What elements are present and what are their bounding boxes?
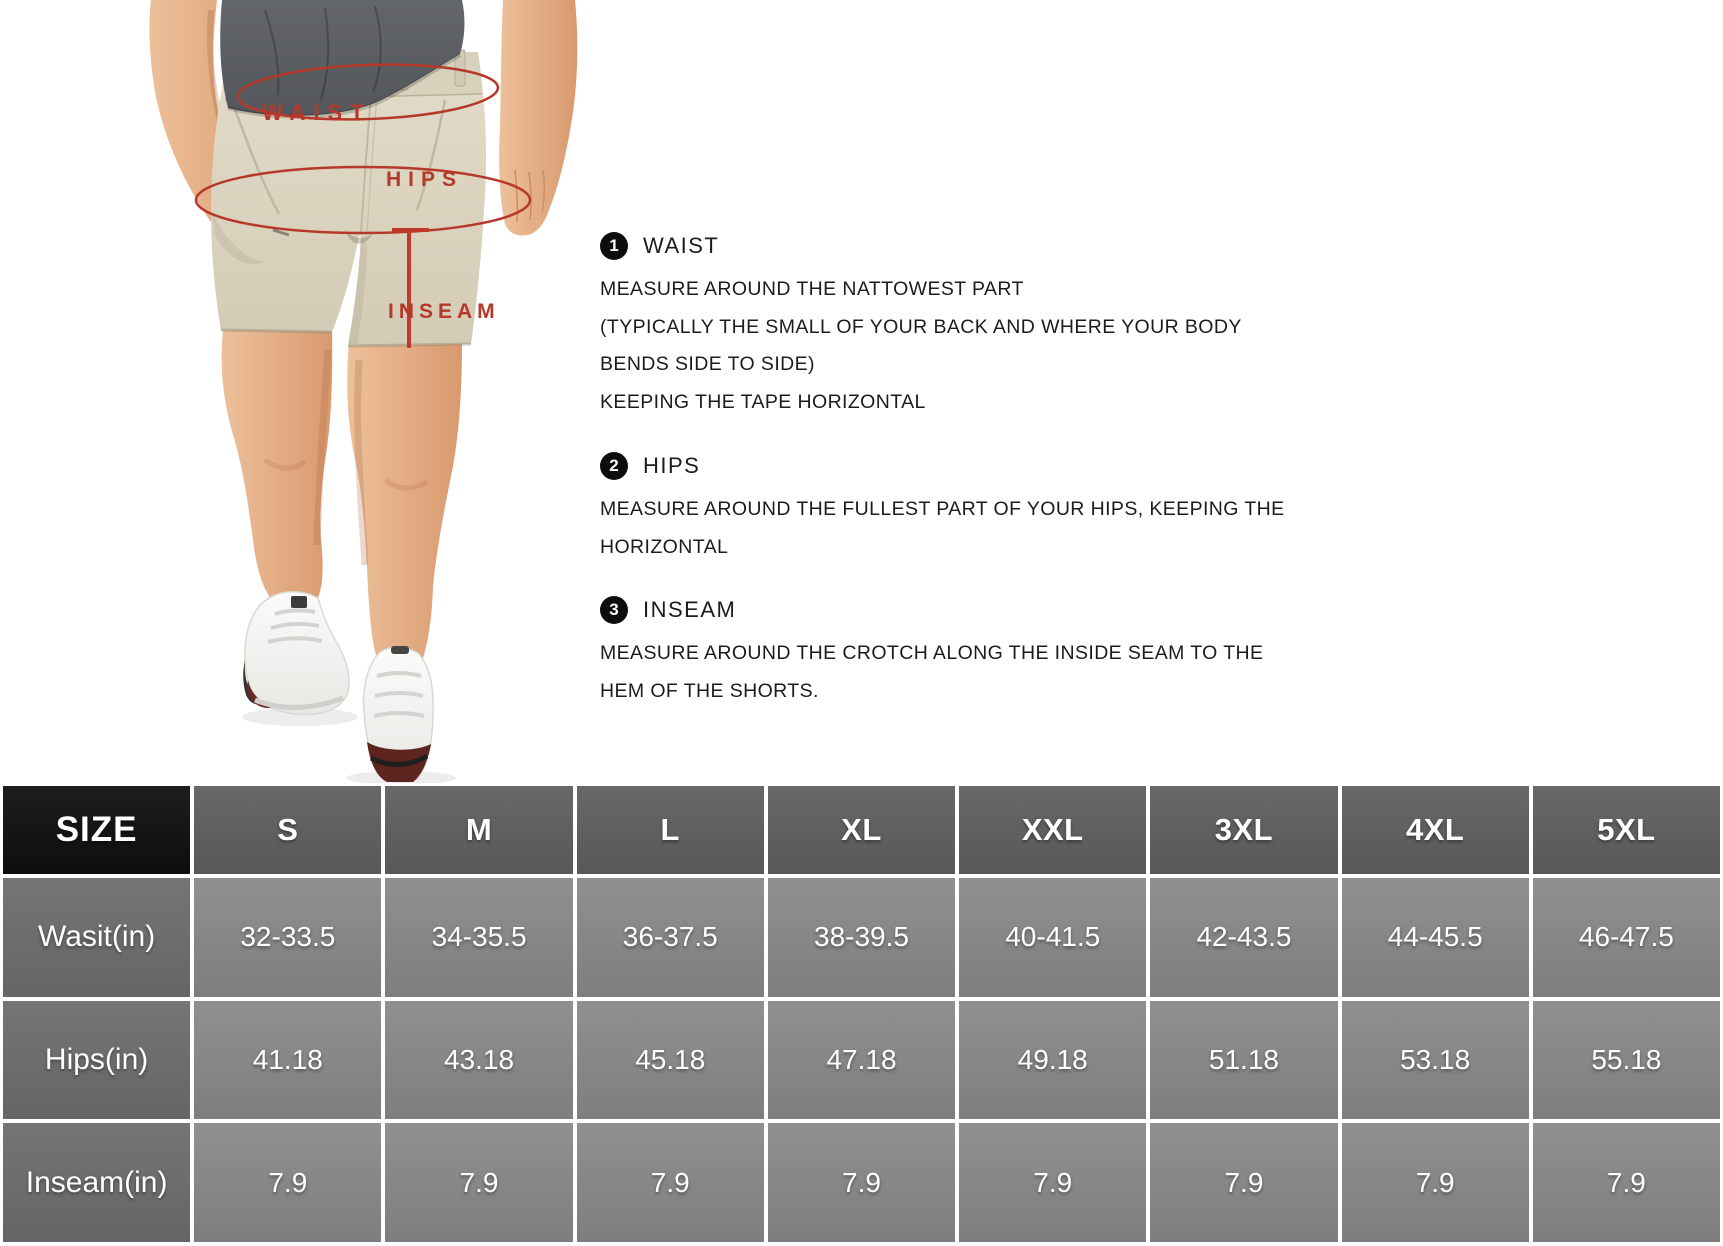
size-table-header-l: L <box>577 786 764 874</box>
inseam-value: 7.9 <box>959 1123 1146 1242</box>
instruction-line: HEM OF THE SHORTS. <box>600 679 819 702</box>
waist-value: 46-47.5 <box>1533 878 1720 997</box>
instruction-line: MEASURE AROUND THE NATTOWEST PART <box>600 278 1024 300</box>
instruction-title: INSEAM <box>643 597 737 622</box>
right-shoe <box>364 646 434 782</box>
model-right-arm <box>499 0 577 236</box>
instruction-title: HIPS <box>643 453 701 478</box>
waist-value: 42-43.5 <box>1150 878 1337 997</box>
waist-value: 44-45.5 <box>1342 878 1529 997</box>
instruction-line: HORIZONTAL <box>600 535 729 558</box>
size-table-header-xl: XL <box>768 786 955 874</box>
size-table-header-size: SIZE <box>3 786 190 874</box>
hips-value: 55.18 <box>1533 1001 1720 1120</box>
instruction-line: MEASURE AROUND THE CROTCH ALONG THE INSIDE SEAM TO THE <box>600 642 1264 664</box>
inseam-value: 7.9 <box>1150 1123 1337 1242</box>
hips-value: 49.18 <box>959 1001 1146 1120</box>
step-2-badge: 2 <box>600 452 628 480</box>
inseam-annotation-label: INSEAM <box>388 300 500 323</box>
row-label-inseam: Inseam(in) <box>3 1123 190 1242</box>
size-table-header-3xl: 3XL <box>1150 786 1337 874</box>
inseam-value: 7.9 <box>577 1123 764 1242</box>
inseam-value: 7.9 <box>194 1123 381 1242</box>
step-3-badge: 3 <box>600 596 628 624</box>
size-table-header-s: S <box>194 786 381 874</box>
instruction-inseam <box>600 596 1360 710</box>
left-shoe <box>243 592 349 715</box>
hips-value: 53.18 <box>1342 1001 1529 1120</box>
hips-value: 43.18 <box>385 1001 572 1120</box>
waist-value: 38-39.5 <box>768 878 955 997</box>
inseam-value: 7.9 <box>1533 1123 1720 1242</box>
inseam-value: 7.9 <box>385 1123 572 1242</box>
hips-value: 51.18 <box>1150 1001 1337 1120</box>
instruction-hips <box>600 452 1360 566</box>
hips-value: 47.18 <box>768 1001 955 1120</box>
instruction-waist <box>600 232 1360 421</box>
hips-value: 45.18 <box>577 1001 764 1120</box>
size-table-header-4xl: 4XL <box>1342 786 1529 874</box>
instruction-line: (TYPICALLY THE SMALL OF YOUR BACK AND WHERE YOUR BODY <box>600 315 1242 338</box>
waist-value: 34-35.5 <box>385 878 572 997</box>
waist-annotation-label: WAIST <box>262 100 372 125</box>
row-label-hips: Hips(in) <box>3 1001 190 1120</box>
hips-annotation-label: HIPS <box>386 168 464 191</box>
size-table-header-m: M <box>385 786 572 874</box>
inseam-value: 7.9 <box>1342 1123 1529 1242</box>
instruction-line: BENDS SIDE TO SIDE) <box>600 353 815 375</box>
instruction-title: WAIST <box>643 233 720 258</box>
row-label-waist: Wasit(in) <box>3 878 190 997</box>
hips-value: 41.18 <box>194 1001 381 1120</box>
waist-value: 40-41.5 <box>959 878 1146 997</box>
size-table <box>0 783 1723 1246</box>
instruction-line: MEASURE AROUND THE FULLEST PART OF YOUR HIPS, KEEPING THE <box>600 498 1285 520</box>
step-1-badge: 1 <box>600 232 628 260</box>
waist-value: 36-37.5 <box>577 878 764 997</box>
size-table-header-xxl: XXL <box>959 786 1146 874</box>
waist-value: 32-33.5 <box>194 878 381 997</box>
instruction-line: KEEPING THE TAPE HORIZONTAL <box>600 390 926 413</box>
inseam-value: 7.9 <box>768 1123 955 1242</box>
size-table-header-5xl: 5XL <box>1533 786 1720 874</box>
